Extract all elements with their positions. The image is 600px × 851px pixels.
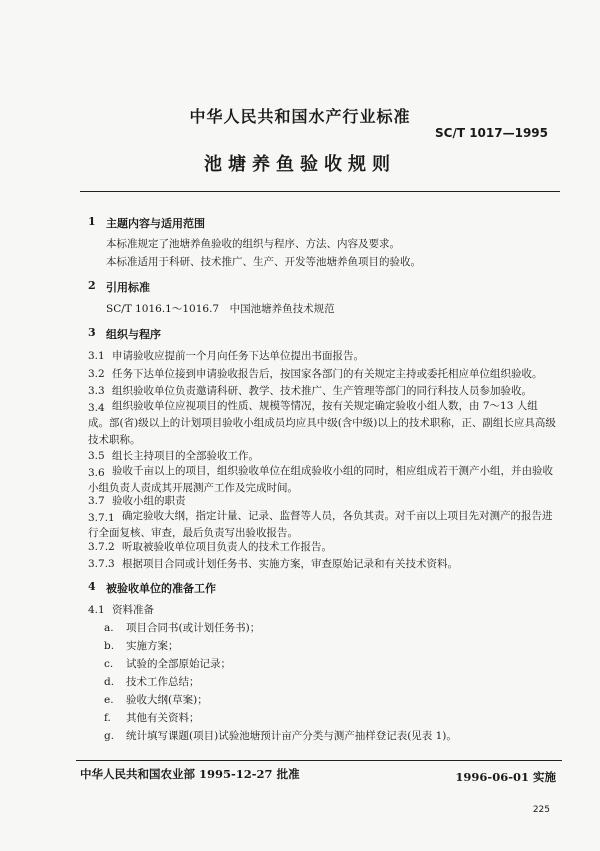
clause-text: 验收小组的职责: [112, 495, 186, 507]
referenced-standard: SC/T 1016.1～1016.7 中国池塘养鱼技术规范: [106, 303, 335, 315]
clause-text-multiline: 验收千亩以上的项目，组织验收单位在组成验收小组的同时，相应组成若干测产小组，并由验收小组负责人责成其开展测产工作及完成时间。: [88, 465, 553, 494]
section-4-number: 4: [88, 580, 96, 593]
clause-number: 3.1: [88, 350, 105, 362]
clause-text: 资料准备: [112, 604, 154, 616]
org-title: 中华人民共和国水产行业标准: [189, 107, 411, 126]
clause-text: 申请验收应提前一个月向任务下达单位提出书面报告。: [112, 350, 364, 362]
clause-text-multiline: 组织验收单位应视项目的性质、规模等情况，按有关规定确定验收小组人数，由 7～13 人组成。部(省)级以上的计划项目验收小组成员均应具中级(含中级)以上的技术职称，正、副组长应具高级技术职称。: [88, 400, 556, 446]
clause-number: 3.5: [88, 450, 105, 462]
list-mark: c.: [104, 658, 114, 670]
clause-text: 任务下达单位接到申请验收报告后，按国家各部门的有关规定主持或委托相应单位组织验收。: [112, 368, 543, 380]
list-mark: a.: [104, 622, 114, 634]
clause-text-multiline: 确定验收大纲，指定计量、记录、监督等人员，各负其责。对千亩以上项目先对测产的报告进行全面复核、审查，最后负责写出验收报告。: [88, 510, 553, 539]
clause-number: 3.4: [88, 402, 105, 414]
list-item: 实施方案；: [126, 640, 179, 652]
clause-number: 3.3: [88, 385, 105, 397]
section-4-title: 被验收单位的准备工作: [106, 582, 216, 595]
list-mark: d.: [104, 676, 115, 688]
section-2-number: 2: [88, 279, 96, 292]
list-mark: e.: [104, 694, 114, 706]
section-2-title: 引用标准: [106, 281, 150, 294]
list-mark: g.: [104, 730, 115, 742]
paragraph: 本标准适用于科研、技术推广、生产、开发等池塘养鱼项目的验收。: [106, 256, 421, 268]
paragraph: 本标准规定了池塘养鱼验收的组织与程序、方法、内容及要求。: [106, 238, 400, 250]
header-divider: [80, 191, 560, 192]
clause-text: 组织验收单位负责邀请科研、教学、技术推广、生产管理等部门的同行科技人员参加验收。: [112, 385, 532, 397]
clause-text: 根据项目合同或计划任务书、实施方案，审查原始记录和有关技术资料。: [122, 558, 458, 570]
clause-number: 3.2: [88, 368, 105, 380]
list-item: 其他有关资料；: [126, 712, 200, 724]
clause-number: 3.7.2: [88, 541, 115, 553]
list-item: 统计填写课题(项目)试验池塘预计亩产分类与测产抽样登记表(见表 1)。: [126, 730, 457, 742]
list-mark: b.: [104, 640, 115, 652]
list-item: 试验的全部原始记录；: [126, 658, 231, 670]
effective-date-line: 1996-06-01 实施: [455, 770, 556, 784]
clause-text: 组长主持项目的全部验收工作。: [112, 450, 259, 462]
standard-number: SC/T 1017—1995: [435, 126, 548, 140]
list-item: 验收大纲(草案)；: [126, 694, 208, 706]
section-1-number: 1: [88, 215, 96, 228]
clause-number: 3.7: [88, 495, 105, 507]
approval-line: 中华人民共和国农业部 1995-12-27 批准: [80, 767, 300, 781]
clause-number: 3.7.1: [88, 512, 115, 524]
document-title: 池塘养鱼验收规则: [204, 154, 396, 175]
list-mark: f.: [104, 712, 111, 724]
footer-divider: [76, 760, 562, 761]
list-item: 技术工作总结；: [126, 676, 200, 688]
section-3-title: 组织与程序: [106, 328, 161, 341]
clause-number: 3.6: [88, 467, 105, 479]
list-item: 项目合同书(或计划任务书)；: [126, 622, 261, 634]
section-3-number: 3: [88, 326, 96, 339]
section-1-title: 主题内容与适用范围: [106, 217, 205, 230]
page-number: 225: [532, 805, 550, 815]
clause-number: 4.1: [88, 604, 105, 616]
clause-number: 3.7.3: [88, 558, 115, 570]
clause-text: 听取被验收单位项目负责人的技术工作报告。: [122, 541, 332, 553]
